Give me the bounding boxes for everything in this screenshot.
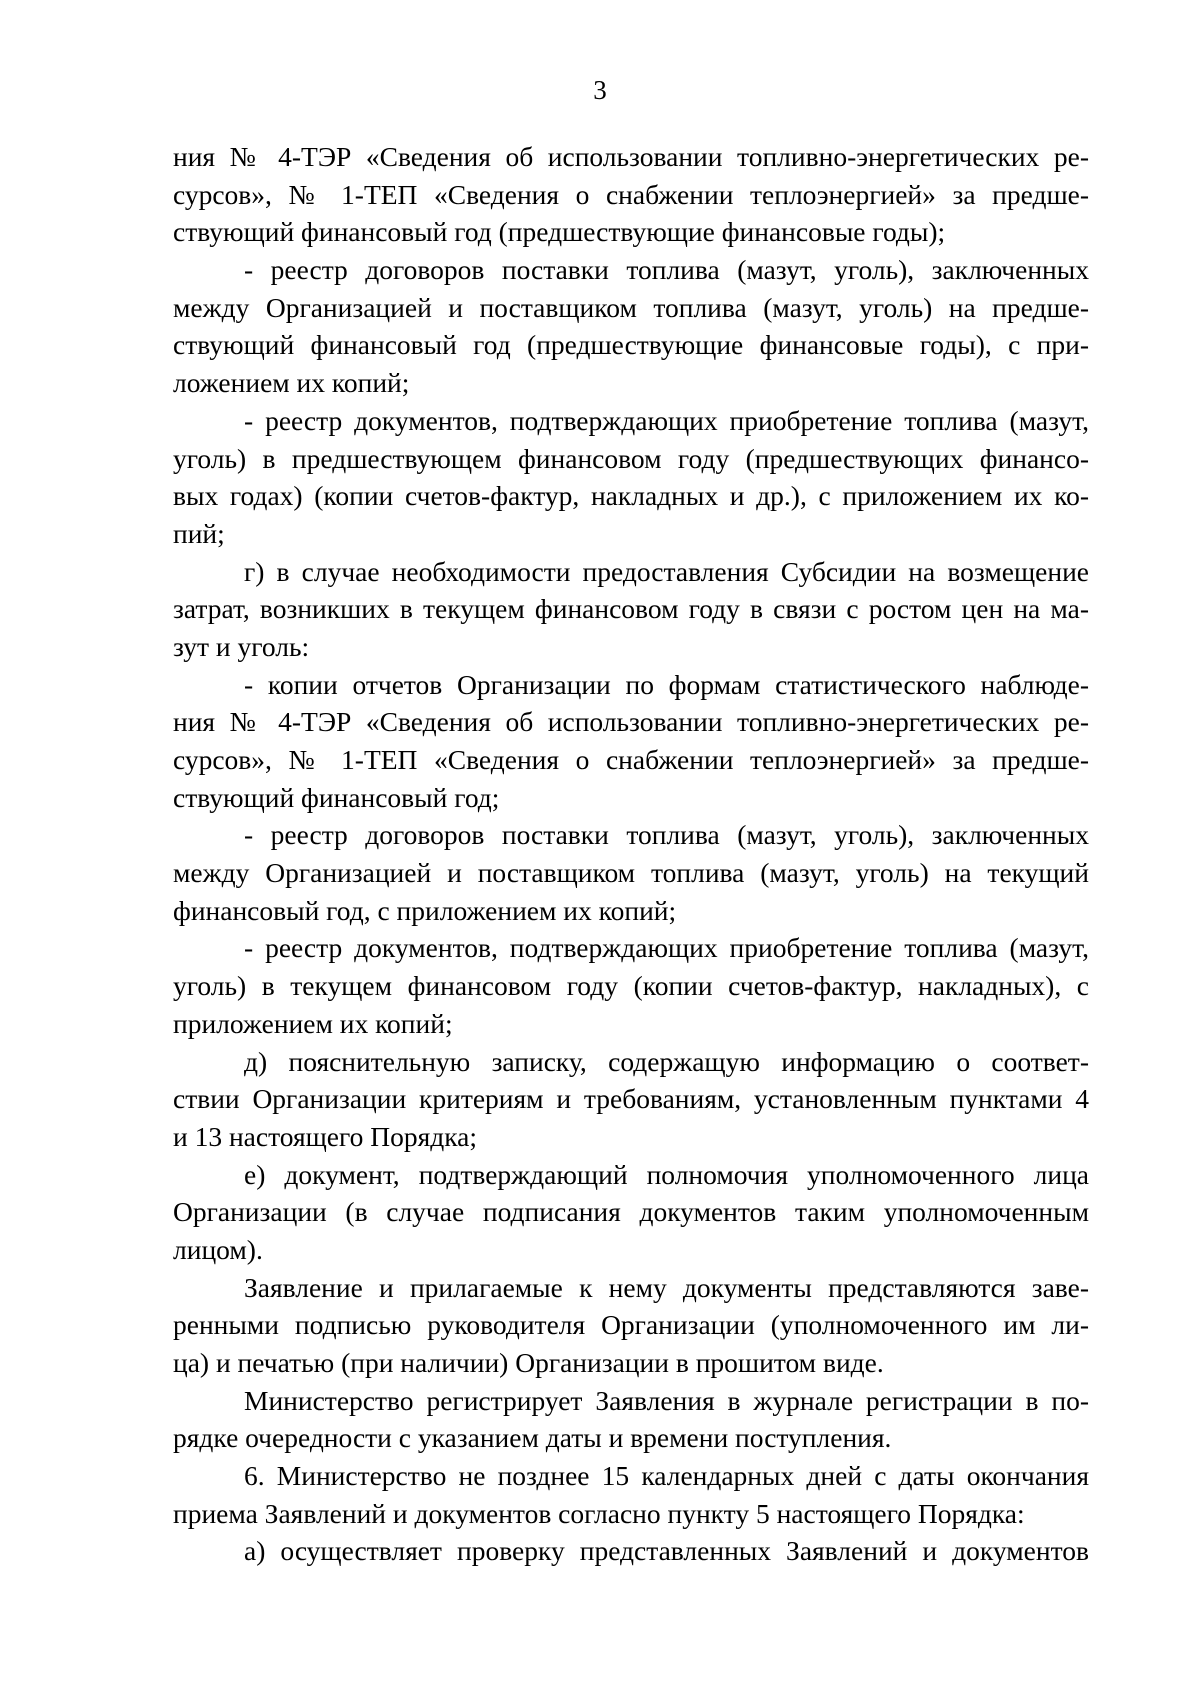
text-line: ствующий финансовый год; [173, 781, 500, 813]
text-line: уголь) в текущем финансовом году (копии счетов-фактур, накладных), с [173, 970, 1089, 1002]
text-line: Заявление и прилагаемые к нему документы представляются заве- [244, 1271, 1089, 1303]
text-line: ствии Организации критериям и требованиям, установленным пунктами 4 [173, 1083, 1089, 1115]
text-line: ложением их копий; [173, 367, 410, 399]
text-line: ствующий финансовый год (предшествующие финансовые годы), с при- [173, 329, 1089, 361]
text-line: ния № 4-ТЭР «Сведения об использовании топливно-энергетических ре- [173, 706, 1089, 738]
text-line: зут и уголь: [173, 630, 310, 662]
text-line: а) осуществляет проверку представленных Заявлений и документов [244, 1535, 1089, 1567]
text-line: е) документ, подтверждающий полномочия уполномоченного лица [244, 1158, 1089, 1190]
text-line: ца) и печатью (при наличии) Организации в прошитом виде. [173, 1347, 884, 1378]
text-line: между Организацией и поставщиком топлива (мазут, уголь) на предше- [173, 291, 1089, 323]
text-line: приема Заявлений и документов согласно пункту 5 настоящего Порядка: [173, 1497, 1025, 1529]
text-line: ренными подписью руководителя Организации (уполномоченного им ли- [173, 1309, 1089, 1341]
text-line: д) пояснительную записку, содержащую информацию о соответ- [244, 1045, 1089, 1077]
text-line: г) в случае необходимости предоставления Субсидии на возмещение [244, 555, 1089, 587]
text-line: - копии отчетов Организации по формам статистического наблюде- [244, 668, 1089, 700]
text-line: сурсов», № 1-ТЕП «Сведения о снабжении теплоэнергией» за предше- [173, 744, 1089, 775]
text-line: - реестр договоров поставки топлива (мазут, уголь), заключенных [244, 819, 1089, 851]
text-line: - реестр договоров поставки топлива (мазут, уголь), заключенных [244, 254, 1089, 286]
page-number: 3 [593, 75, 607, 105]
text-line: Министерство регистрирует Заявления в журнале регистрации в по- [244, 1384, 1089, 1416]
text-line: пий; [173, 517, 225, 549]
text-line: сурсов», № 1-ТЕП «Сведения о снабжении теплоэнергией» за предше- [173, 178, 1089, 210]
text-line: Организации (в случае подписания документов таким уполномоченным [173, 1196, 1089, 1228]
text-line: рядке очередности с указанием даты и времени поступления. [173, 1422, 892, 1454]
text-line: затрат, возникших в текущем финансовом году в связи с ростом цен на ма- [173, 593, 1089, 625]
text-line: 6. Министерство не позднее 15 календарных дней с даты окончания [244, 1460, 1089, 1492]
text-line: приложением их копий; [173, 1007, 453, 1039]
text-line: - реестр документов, подтверждающих приобретение топлива (мазут, [244, 404, 1089, 436]
text-line: финансовый год, с приложением их копий; [173, 894, 677, 926]
text-line: вых годах) (копии счетов-фактур, накладных и др.), с приложением их ко- [173, 480, 1089, 512]
text-line: ния № 4-ТЭР «Сведения об использовании топливно-энергетических ре- [173, 141, 1089, 172]
text-line: лицом). [173, 1233, 263, 1265]
text-line: ствующий финансовый год (предшествующие финансовые годы); [173, 216, 946, 248]
text-line: уголь) в предшествующем финансовом году (предшествующих финансо- [173, 442, 1089, 474]
text-line: - реестр документов, подтверждающих приобретение топлива (мазут, [244, 932, 1089, 964]
text-line: и 13 настоящего Порядка; [173, 1120, 478, 1152]
text-line: между Организацией и поставщиком топлива (мазут, уголь) на текущий [173, 857, 1089, 889]
document-body [173, 138, 1089, 1570]
